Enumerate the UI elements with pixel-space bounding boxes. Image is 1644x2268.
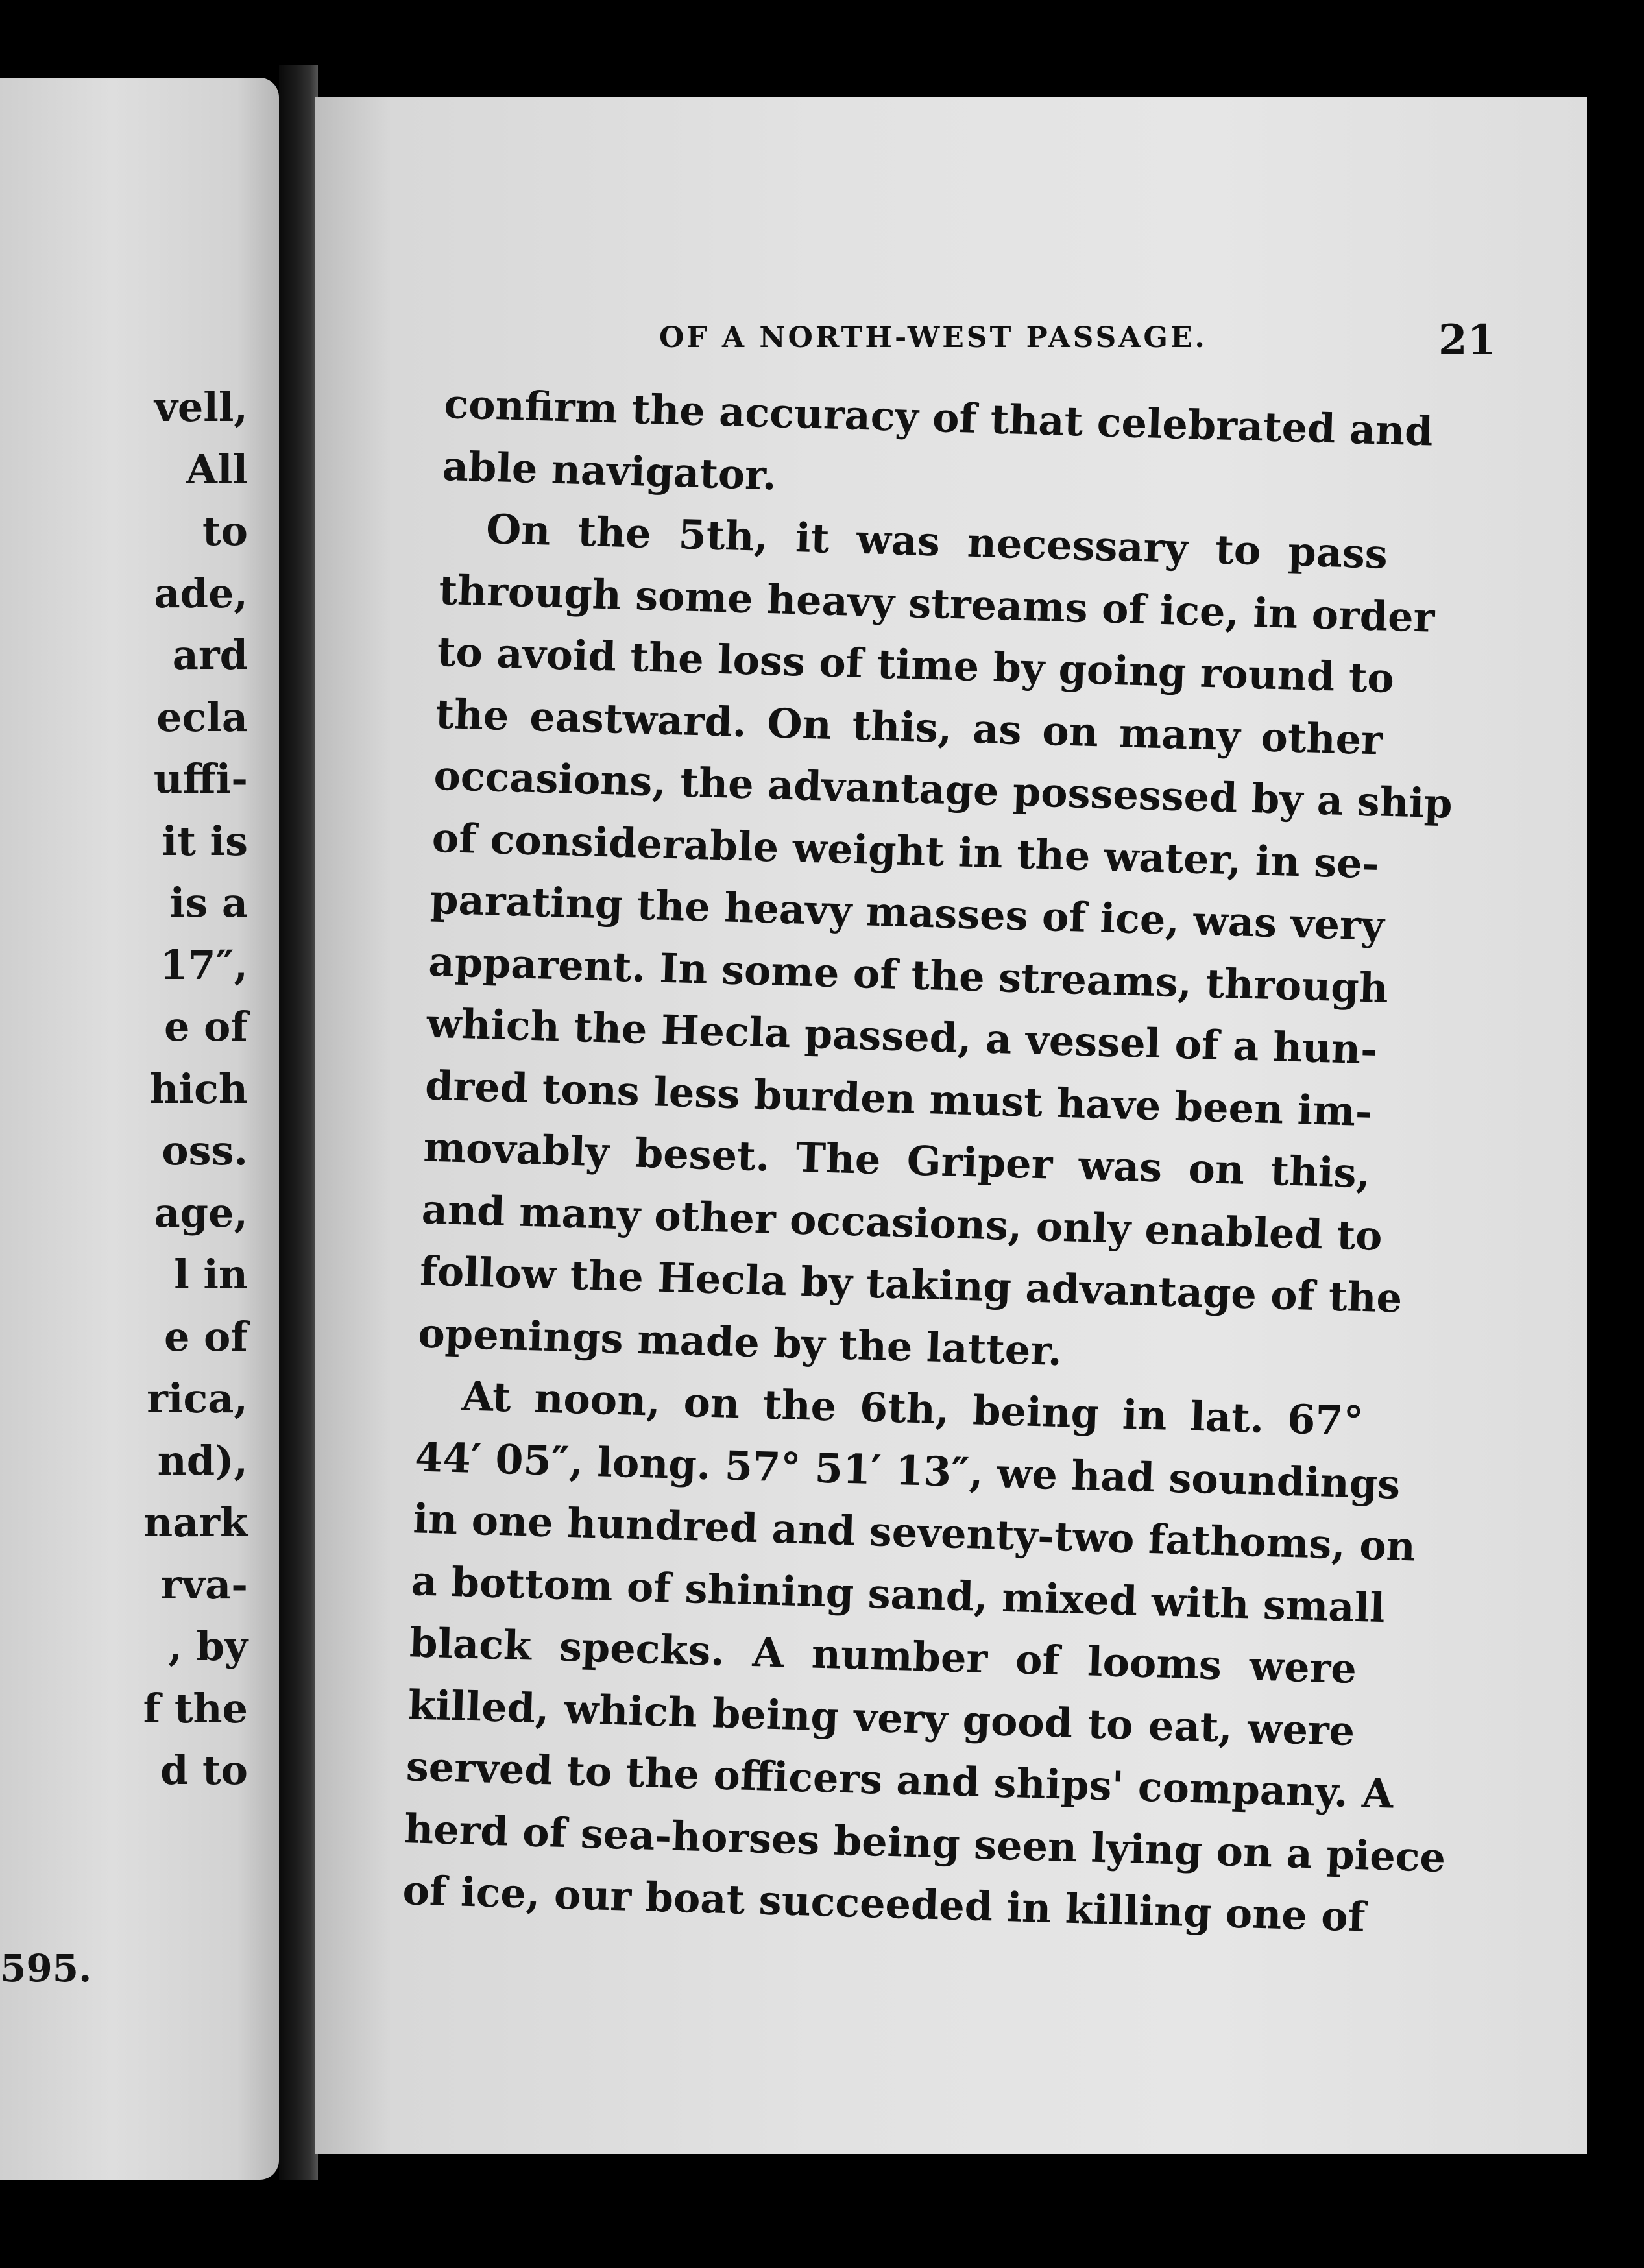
text-line: openings made by the latter.	[417, 1309, 1063, 1375]
body-text	[402, 373, 1453, 1948]
left-page-text-fragments	[0, 376, 248, 1802]
text-line: to avoid the loss of time by going round to	[436, 627, 1395, 703]
left-fragment: hich	[149, 1065, 248, 1113]
text-line: a bottom of shining sand, mixed with small	[410, 1556, 1386, 1632]
left-fragment: rica,	[147, 1375, 248, 1422]
left-fragment: rva-	[160, 1560, 248, 1608]
left-fragment: uffi-	[153, 755, 248, 802]
left-fragment: All	[186, 445, 248, 493]
text-line: the eastward. On this, as on many other	[435, 690, 1383, 764]
left-fragment: 17″,	[160, 941, 248, 989]
left-fragment: oss.	[162, 1127, 248, 1174]
text-line: parating the heavy masses of ice, was very	[429, 875, 1385, 950]
text-line: of ice, our boat succeeded in killing one of	[402, 1866, 1366, 1941]
left-fragment: nd),	[157, 1436, 248, 1484]
left-fragment: e of	[163, 1312, 248, 1360]
left-fragment: age,	[154, 1188, 248, 1237]
text-line: able navigator.	[441, 442, 777, 499]
left-fragment: to	[202, 507, 248, 555]
text-line: of considerable weight in the water, in se-	[431, 814, 1380, 887]
left-fragment: , by	[168, 1623, 248, 1670]
right-page	[315, 97, 1587, 2154]
text-line: dred tons less burden must have been im-	[424, 1061, 1373, 1135]
text-line: served to the officers and ships' company. A	[405, 1743, 1394, 1818]
text-line: apparent. In some of the streams, through	[428, 937, 1389, 1012]
left-fragment: l in	[174, 1251, 248, 1298]
left-fragment: nark	[143, 1499, 248, 1546]
left-fragment: ecla	[156, 693, 248, 741]
running-head	[659, 316, 1503, 380]
text-line: follow the Hecla by taking advantage of the	[419, 1247, 1403, 1322]
left-fragment: e of	[163, 1003, 248, 1050]
left-page	[0, 78, 279, 2180]
left-page-footer-number: 595.	[0, 1946, 92, 1990]
text-line: herd of sea-horses being seen lying on a piece	[404, 1804, 1446, 1881]
text-line: occasions, the advantage possessed by a ship	[433, 751, 1453, 828]
text-line: 44′ 05″, long. 57° 51′ 13″, we had soundings	[414, 1432, 1401, 1508]
page-number: 21	[1438, 316, 1496, 365]
text-line: At noon, on the 6th, being in lat. 67°	[461, 1372, 1364, 1445]
text-line: which the Hecla passed, a vessel of a hun-	[426, 999, 1378, 1074]
text-line: black specks. A number of looms were	[409, 1619, 1357, 1693]
book-gutter	[279, 65, 318, 2180]
text-line: in one hundred and seventy-two fathoms, on	[412, 1495, 1416, 1571]
left-fragment: is a	[169, 879, 248, 926]
text-line: confirm the accuracy of that celebrated and	[443, 380, 1434, 455]
text-line: killed, which being very good to eat, were	[407, 1680, 1356, 1755]
left-fragment: vell,	[154, 383, 248, 431]
running-title: OF A NORTH-WEST PASSAGE.	[659, 321, 1207, 354]
left-fragment: f the	[143, 1684, 248, 1732]
left-fragment: it is	[162, 817, 248, 865]
text-line: and many other occasions, only enabled to	[420, 1185, 1383, 1260]
left-fragment: ade,	[154, 569, 248, 617]
left-fragment: ard	[172, 631, 248, 679]
left-fragment: d to	[160, 1746, 248, 1794]
text-line: On the 5th, it was necessary to pass	[485, 505, 1388, 578]
text-line: through some heavy streams of ice, in order	[438, 566, 1436, 642]
text-line: movably beset. The Griper was on this,	[422, 1123, 1372, 1198]
